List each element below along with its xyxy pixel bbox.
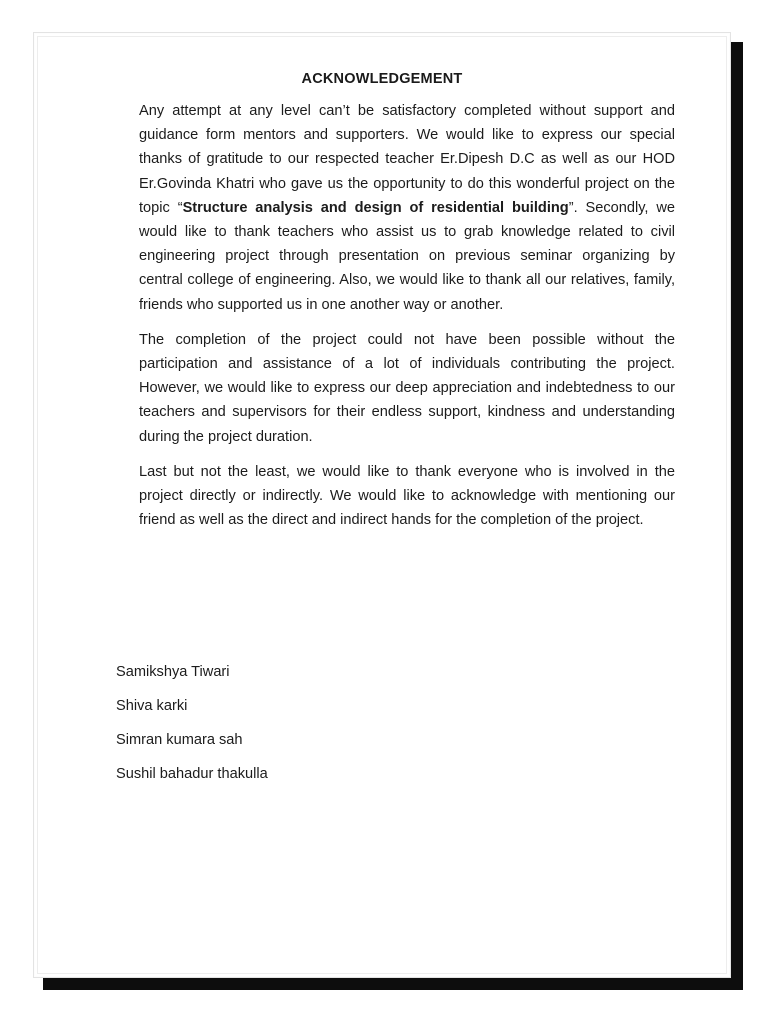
- page-inner-border: [37, 36, 727, 974]
- signature-name: Sushil bahadur thakulla: [116, 766, 268, 782]
- page-title: ACKNOWLEDGEMENT: [301, 71, 463, 87]
- document-body: [139, 99, 675, 532]
- document-page: [33, 32, 731, 978]
- signature-list: [116, 655, 516, 791]
- signature-name: Shiva karki: [116, 698, 188, 714]
- signature-name: Samikshya Tiwari: [116, 664, 230, 680]
- paragraph: Any attempt at any level can’t be satisfactory completed without support and guidance form mentors and supporters. We would like to express our special thanks of gratitude to our respected teacher Er.Dipesh D.C as well as our HOD Er.Govinda Khatri who gave us the opportunity to do this wonderful project on the topic “Structure analysis and design of residential building”. Secondly, we would like to thank teachers who assist us to grab knowledge related to civil engineering project through presentation on previous seminar organizing by central college of engineering. Also, we would like to thank all our relatives, family, friends who supported us in one another way or another.: [139, 103, 676, 313]
- signature-name: Simran kumara sah: [116, 732, 243, 748]
- paragraph: Last but not the least, we would like to thank everyone who is involved in the project directly or indirectly. We would like to acknowledge with mentioning our friend as well as the direct and indirect hands for the completion of the project.: [139, 463, 675, 529]
- paragraph: The completion of the project could not have been possible without the participation and assistance of a lot of individuals contributing the project. However, we would like to express our deep appreciation and indebtedness to our teachers and supervisors for their endless support, kindness and understanding during the project duration.: [139, 331, 675, 445]
